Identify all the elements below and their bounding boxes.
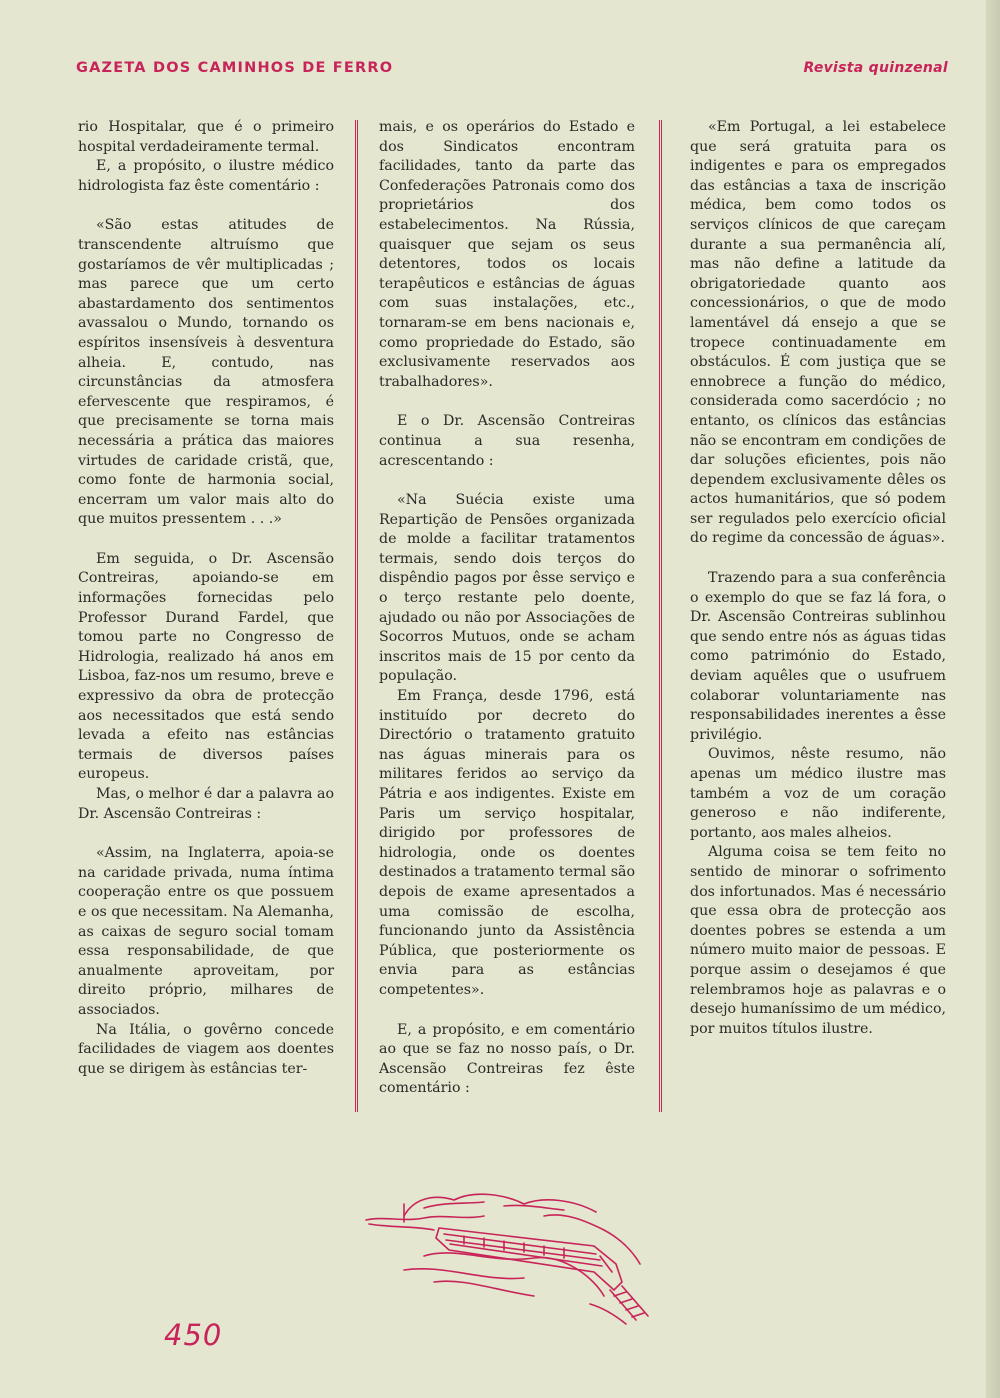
paragraph: mais, e os operários do Estado e dos Sindicatos encontram facilidades, tanto da parte das Confederações Patronais como dos proprietários dos estabelecimentos. Na Rússia, quaisquer que sejam os seus detentores, todos os locais terapêuticos e estâncias de águas com suas instalações, etc., tornaram-se em bens nacionais e, como propriedade do Estado, são exclusivamente reservados aos trabalhadores». <box>379 119 635 390</box>
paragraph: E, a propósito, e em comentário ao que se faz no nosso país, o Dr. Ascensão Contreiras fez êste comentário : <box>379 1021 635 1097</box>
quote-paragraph: «Assim, na Inglaterra, apoia-se na caridade privada, numa íntima cooperação entre os que possuem e os que necessitam. Na Alemanha, as caixas de seguro social tomam essa responsabilidade, de que anualmente aproveitam, por direito próprio, milhares de associados. <box>78 845 334 1018</box>
quote-paragraph: «Na Suécia existe uma Repartição de Pensões organizada de molde a facilitar tratamentos termais, sendo dois terços do dispêndio pagos por êsse serviço e o terço restante pelo doente, ajudado ou não por Associações de Socorros Mutuos, onde se acham inscritos mais de 15 por cento da população. <box>379 492 635 685</box>
text-column-1 <box>78 118 334 1079</box>
text-column-2 <box>379 118 635 1099</box>
publication-subtitle: Revista quinzenal <box>803 60 948 76</box>
paragraph: Na Itália, o govêrno concede facilidades de viagem aos doentes que se dirigem às estâncias ter- <box>78 1021 334 1077</box>
paragraph: Em seguida, o Dr. Ascensão Contreiras, apoiando-se em informações fornecidas pelo Professor Durand Fardel, que tomou parte no Congresso de Hidrologia, realizado há anos em Lisboa, faz-nos um resumo, breve e expressivo da obra de protecção aos necessitados que está sendo levada a efeito nas estâncias termais de diversos países europeus. <box>78 550 334 783</box>
train-engraving-icon <box>364 1186 664 1330</box>
paragraph: Trazendo para a sua conferência o exemplo do que se faz lá fora, o Dr. Ascensão Contreiras sublinhou que sendo entre nós as águas tidas como património do Estado, deviam aquêles que o usufruem colaborar voluntariamente nas responsabilidades inerentes a êsse privilégio. <box>690 570 946 743</box>
column-divider <box>355 120 358 1112</box>
paragraph: Em França, desde 1796, está instituído por decreto do Directório o tratamento gratuito nas águas minerais para os militares feridos ao serviço da Pátria e aos indigentes. Existe em Paris um serviço hospitalar, dirigido por professores de hidrologia, onde os doentes destinados a tratamento termal são depois de exame apresentados a uma comissão de escolha, funcionando junto da Assistência Pública, que posteriormente os envia para as estâncias competentes». <box>379 688 635 998</box>
text-column-3 <box>690 118 946 1039</box>
page-edge <box>986 0 1000 1398</box>
paragraph: E o Dr. Ascensão Contreiras continua a sua resenha, acrescentando : <box>379 413 635 469</box>
quote-paragraph: «Em Portugal, a lei estabelece que será gratuita para os indigentes e para os empregados das estâncias a taxa de inscrição médica, bem como todos os serviços clínicos de que careçam durante a sua permanência alí, mas não define a latitude da obrigatoriedade quanto aos concessionários, o que de modo lamentável dá ensejo a que se tropece continuadamente em obstáculos. É com justiça que se ennobrece a função do médico, considerada como sacerdócio ; no entanto, os clínicos das estâncias não se encontram em condições de dar soluções eficientes, pois não dependem exclusivamente dêles os actos humanitários, que só podem ser regulados pelo exercício oficial do regime da concessão de águas». <box>690 119 946 547</box>
paragraph: Mas, o melhor é dar a palavra ao Dr. Ascensão Contreiras : <box>78 786 334 822</box>
quote-paragraph: «São estas atitudes de transcendente altruísmo que gostaríamos de vêr multiplicadas ; mas parece que um certo abastardamento dos sentimentos avassalou o Mundo, tornando os espíritos insensíveis à desventura alheia. E, contudo, nas circunstâncias da atmosfera efervescente que respiramos, é que precisamente se torna mais necessária a prática das maiores virtudes de caridade cristã, que, como fonte de harmonia social, encerram um valor mais alto do que muitos pressentem . . .» <box>78 217 334 528</box>
column-divider <box>659 120 662 1112</box>
paragraph: Alguma coisa se tem feito no sentido de minorar o sofrimento dos infortunados. Mas é necessário que essa obra de protecção aos doentes pobres se estenda a um número muito maior de pessoas. E porque assim o desejamos é que relembramos hoje as palavras e o desejo humaníssimo de um médico, por muitos títulos ilustre. <box>690 844 946 1037</box>
paragraph: Ouvimos, nêste resumo, não apenas um médico ilustre mas também a voz de um coração generoso e não indiferente, portanto, aos males alheios. <box>690 746 946 841</box>
page-number: 450 <box>164 1318 223 1352</box>
paragraph: rio Hospitalar, que é o primeiro hospital verdadeiramente termal. <box>78 119 334 155</box>
paragraph: E, a propósito, o ilustre médico hidrologista faz êste comentário : <box>78 158 334 194</box>
publication-title: GAZETA DOS CAMINHOS DE FERRO <box>76 60 394 76</box>
